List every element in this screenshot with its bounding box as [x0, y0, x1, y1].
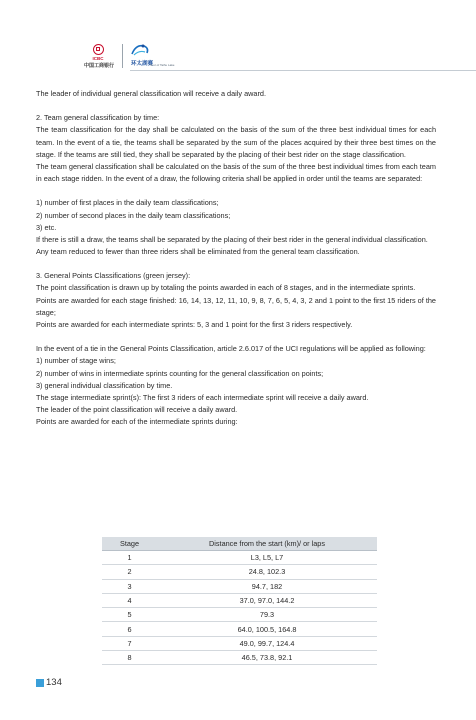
paragraph: 3) general individual classification by time.: [36, 380, 173, 390]
stage-cell: 1: [102, 551, 157, 565]
stage-cell: 8: [102, 651, 157, 665]
paragraph: The leader of individual general classification will receive a daily award.: [36, 89, 266, 98]
distance-cell: 46.5, 73.8, 92.1: [157, 651, 377, 665]
distance-cell: 94.7, 182: [157, 579, 377, 593]
paragraph: Any team reduced to fewer than three riders shall be eliminated from the general team classification.: [36, 247, 360, 256]
icbc-name-cn: 中国工商银行: [84, 63, 115, 69]
table-row: [102, 579, 377, 593]
stage-cell: 5: [102, 608, 157, 622]
tour-name-cn: 环太湖赛: [131, 61, 154, 67]
paragraph: 3. General Points Classifications (green jersey):: [36, 271, 191, 281]
paragraph: The team classification for the day shall be calculated on the basis of the sum of the three best individual times for each team. In the event of a tie, the teams shall be separated by the sum of the places acquired by their three best times on the stage. If the teams are still tied, they shall be separated by the placing of their best rider on the stage classification.: [36, 125, 436, 159]
stage-cell: 2: [102, 565, 157, 579]
tour-logo-icon: [130, 42, 150, 58]
table-row: [102, 565, 377, 579]
paragraph: The team general classification shall be calculated on the basis of the sum of the three best individual times from each team in each stage ridden. In the event of a draw, the following criteria shall be applied in order until the teams are separated:: [36, 161, 436, 184]
stage-cell: 6: [102, 622, 157, 636]
blank-line: [36, 100, 436, 112]
page-number-marker: [36, 679, 44, 687]
paragraph: Points are awarded for each intermediate sprints: 5, 3 and 1 point for the first 3 riders respectively.: [36, 319, 353, 329]
icbc-logo-text: ICBC: [92, 56, 104, 61]
blank-line: [36, 185, 436, 197]
header-rule: [130, 70, 476, 71]
tour-name-en: Tour of Taihu Lake: [150, 63, 175, 67]
table-row: [102, 551, 377, 565]
header-divider: [122, 44, 123, 68]
paragraph: In the event of a tie in the General Points Classification, article 2.6.017 of the UCI regulations will be applied as following:: [36, 344, 426, 354]
table-row: [102, 622, 377, 636]
intermediate-sprints-table: [102, 537, 377, 665]
icbc-logo: [86, 44, 110, 62]
blank-line: [36, 331, 436, 343]
paragraph: 3) etc.: [36, 222, 57, 232]
paragraph: Points are awarded for each of the intermediate sprints during:: [36, 417, 238, 427]
paragraph: 2) number of wins in intermediate sprints counting for the general classification on points;: [36, 368, 324, 378]
table-row: [102, 608, 377, 622]
distance-cell: 79.3: [157, 608, 377, 622]
stage-cell: 7: [102, 636, 157, 650]
paragraph: 2. Team general classification by time:: [36, 113, 160, 123]
paragraph: Points are awarded for each stage finished: 16, 14, 13, 12, 11, 10, 9, 8, 7, 6, 5, 4, 3, 2 and 1 point to the first 15 riders of the stage;: [36, 295, 436, 317]
blank-line: [36, 258, 436, 270]
paragraph: The point classification is drawn up by totaling the points awarded in each of 8 stages, and in the intermediate sprints.: [36, 283, 416, 293]
page-header: [0, 0, 476, 80]
table-row: [102, 593, 377, 607]
icbc-logo-icon: [93, 44, 104, 55]
body-text: [36, 88, 436, 428]
page-number: 134: [46, 677, 62, 688]
table-header-row: [102, 537, 377, 551]
distance-cell: 64.0, 100.5, 164.8: [157, 622, 377, 636]
paragraph: 1) number of first places in the daily team classifications;: [36, 198, 219, 208]
distance-cell: 49.0, 99.7, 124.4: [157, 636, 377, 650]
table-header-distance: Distance from the start (km)/ or laps: [157, 537, 377, 551]
distance-cell: 37.0, 97.0, 144.2: [157, 593, 377, 607]
table-row: [102, 651, 377, 665]
paragraph: 2) number of second places in the daily team classifications;: [36, 210, 231, 220]
stage-cell: 4: [102, 593, 157, 607]
table-header-stage: Stage: [102, 537, 157, 551]
paragraph: If there is still a draw, the teams shall be separated by the placing of their best rider in the general individual classification.: [36, 234, 428, 244]
table-row: [102, 636, 377, 650]
distance-cell: L3, L5, L7: [157, 551, 377, 565]
paragraph: 1) number of stage wins;: [36, 356, 116, 366]
paragraph: The leader of the point classification will receive a daily award.: [36, 405, 238, 414]
distance-cell: 24.8, 102.3: [157, 565, 377, 579]
stage-cell: 3: [102, 579, 157, 593]
paragraph: The stage intermediate sprint(s): The first 3 riders of each intermediate sprint will receive a daily award.: [36, 392, 369, 402]
